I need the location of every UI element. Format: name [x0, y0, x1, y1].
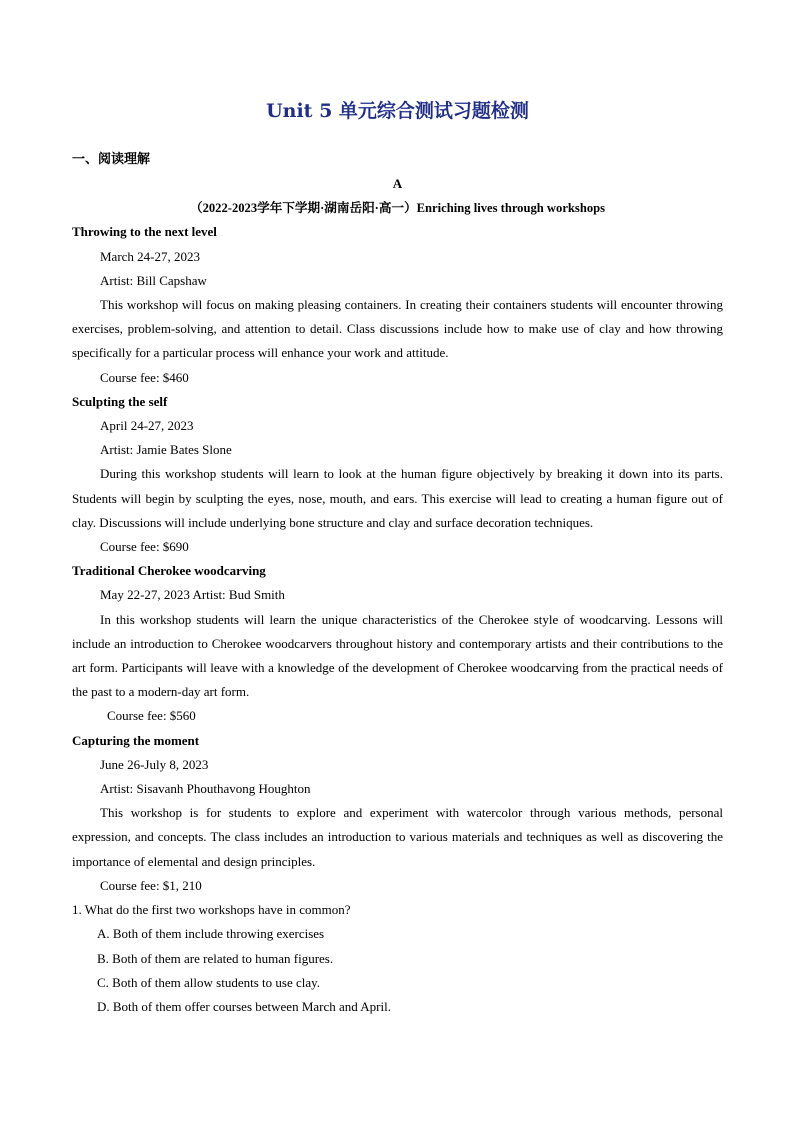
workshop-description: This workshop is for students to explore and experiment with watercolor through various methods, personal expression, and concepts. The class includes an introduction to various materials and techniques as well as discovering the importance of elemental and design principles. — [72, 805, 723, 869]
answer-option-d: D. Both of them offer courses between March and April. — [97, 998, 391, 1014]
workshop-title: Capturing the moment — [72, 732, 200, 748]
workshop-description: This workshop will focus on making pleasing containers. In creating their containers students will encounter throwing exercises, problem-solving, and attention to detail. Class discussions include how to make use of clay and how throwing specifically for a particular process will enhance your work and attitude. — [72, 297, 723, 361]
workshop-artist: Artist: Jamie Bates Slone — [100, 442, 232, 458]
workshop-description: In this workshop students will learn the unique characteristics of the Cherokee style of woodcarving. Lessons will include an introduction to Cherokee woodcarvers throughout history and contemporary artists and their contributions to the art form. Participants will leave with a knowledge of the development of Cherokee woodcarving from the practical needs of the past to a modern-day art form. — [72, 611, 723, 700]
workshop-fee: Course fee: $560 — [107, 708, 196, 724]
workshop-title: Traditional Cherokee woodcarving — [72, 563, 266, 579]
answer-option-b: B. Both of them are related to human figures. — [97, 950, 334, 966]
workshop-description: During this workshop students will learn to look at the human figure objectively by breaking it down into its parts. Students will begin by sculpting the eyes, nose, mouth, and ears. This exercise will lead to creating a human figure out of clay. Discussions will include underlying bone structure and clay and surface decoration techniques. — [72, 466, 723, 530]
workshop-date: April 24-27, 2023 — [100, 418, 194, 434]
workshop-block — [72, 729, 723, 898]
workshop-title: Throwing to the next level — [72, 224, 217, 240]
workshop-date: March 24-27, 2023 — [100, 248, 201, 264]
question-text: 1. What do the first two workshops have in common? — [72, 902, 351, 918]
workshop-artist: Artist: Sisavanh Phouthavong Houghton — [100, 781, 311, 797]
workshop-date: June 26-July 8, 2023 — [100, 756, 209, 772]
page-title: Unit 5 单元综合测试习题检测 — [266, 100, 529, 122]
answer-option-a: A. Both of them include throwing exercises — [97, 926, 325, 942]
section-heading: 一、阅读理解 — [72, 152, 151, 167]
answer-option-c: C. Both of them allow students to use clay. — [97, 974, 321, 990]
workshop-title: Sculpting the self — [72, 393, 168, 409]
workshop-date-artist: May 22-27, 2023 Artist: Bud Smith — [100, 587, 285, 603]
question-block — [72, 898, 723, 1019]
workshop-artist: Artist: Bill Capshaw — [100, 272, 207, 288]
workshop-fee: Course fee: $1, 210 — [100, 877, 202, 893]
workshop-block — [72, 390, 723, 559]
workshop-block — [72, 559, 723, 728]
workshop-block — [72, 220, 723, 389]
workshop-fee: Course fee: $460 — [100, 369, 189, 385]
reading-passage — [72, 172, 723, 1019]
passage-label: A — [392, 176, 403, 191]
workshop-fee: Course fee: $690 — [100, 539, 189, 555]
passage-source: （2022-2023学年下学期·湖南岳阳·高一）Enriching lives through workshops — [189, 201, 606, 216]
